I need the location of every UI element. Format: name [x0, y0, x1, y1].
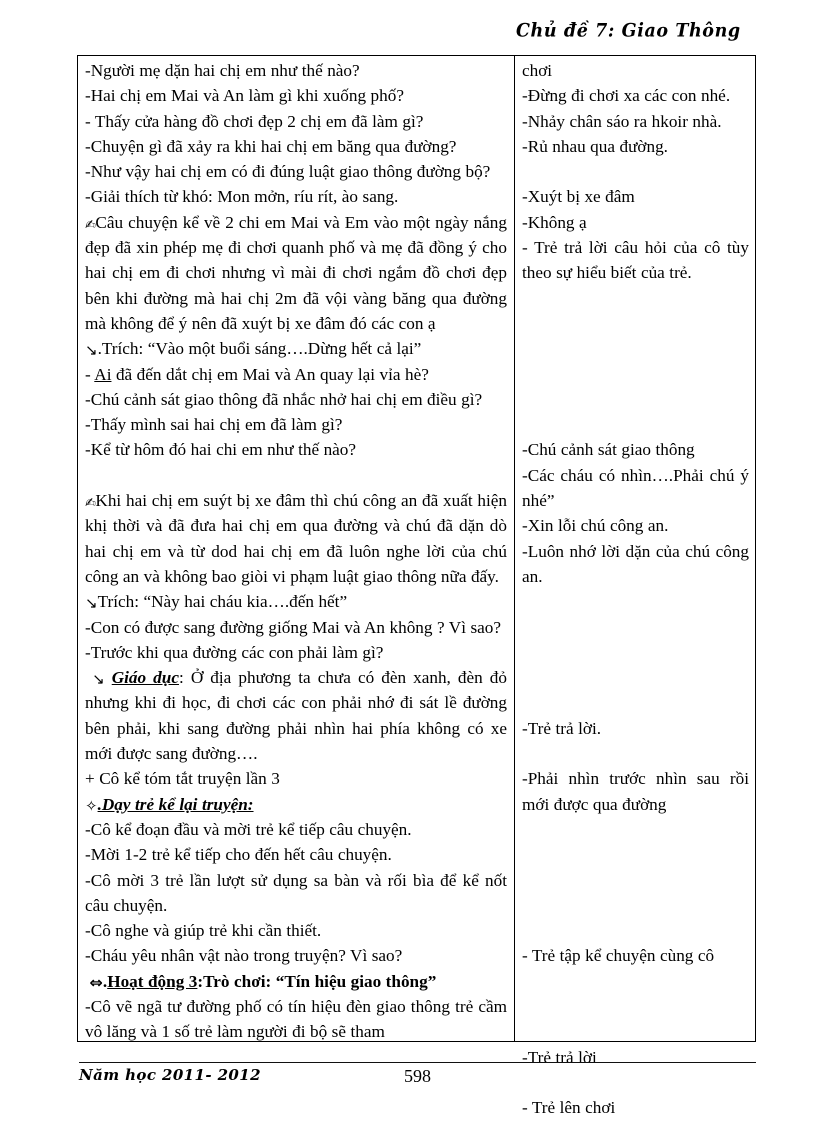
question-line: -Hai chị em Mai và An làm gì khi xuống phố? — [85, 86, 404, 106]
blank-line — [85, 463, 507, 488]
quote-line — [85, 589, 507, 614]
quote-text: .Trích: “Vào một buổi sáng….Dừng hết cả lại” — [97, 339, 422, 359]
activity-line: -Cô mời 3 trẻ lần lượt sử dụng sa bàn và rối bìa để kể nốt câu chuyện. — [85, 870, 507, 915]
blank-line — [522, 665, 749, 690]
page-header — [516, 22, 816, 52]
education-text: : Ở địa phương ta chưa có đèn xanh, đèn đỏ nhưng khi đi học, đi chơi các con phải nhớ đi sát lề đường bên phải, khi sang đường phải nhìn hai phía không có xe mới được sang đường…. — [85, 668, 507, 764]
blank-line — [522, 412, 749, 437]
blank-line — [522, 994, 749, 1019]
story-summary-text: Khi hai chị em suýt bị xe đâm thì chú công an đã xuất hiện khị thời và đã đưa hai chị em qua đường và chú đã dặn dò hai chị em và từ dod hai chị em đã luôn nghe lời của chú công an và không bao giòi vi phạm luật giao thông nữa đấy. — [85, 491, 507, 586]
pen-icon: ✍ — [85, 496, 96, 512]
response-line: -Không ạ — [522, 212, 587, 232]
activity-line: -Cô kể đoạn đầu và mời trẻ kể tiếp câu chuyện. — [85, 819, 412, 839]
blank-line — [522, 159, 749, 184]
question-keyword: Ai — [94, 364, 112, 384]
response-line: chơi — [522, 61, 553, 80]
story-summary-text: Câu chuyện kể về 2 chi em Mai và Em vào một ngày nắng đẹp đã xin phép mẹ đi chơi quanh phố và mẹ đã đồng ý cho hai chị em đi chơi nhưng vì mài đi chơi ngắm đồ chơi đẹp bên khi đường mà hai chị 2m đã vội vàng băng qua đường mà không để ý nên đã xuýt bị xe đâm đó các con ạ — [85, 212, 507, 333]
story-summary-paragraph — [85, 210, 507, 336]
blank-line — [522, 640, 749, 665]
star-four-icon: ✧ — [85, 796, 98, 815]
question-line: -Giải thích từ khó: Mon mởn, ríu rít, ào sang. — [85, 187, 399, 207]
question-line: -Chuyện gì đã xảy ra khi hai chị em băng qua đường? — [85, 136, 457, 156]
subheading-retell-label: .Dạy trẻ kể lại truyện: — [97, 794, 254, 814]
blank-line — [522, 918, 749, 943]
blank-line — [522, 741, 749, 766]
arrow-down-right-icon: ↘ — [85, 594, 98, 613]
response-line: - Trẻ trả lời câu hỏi của cô tùy theo sự hiểu biết của trẻ. — [522, 238, 749, 283]
question-line: -Trước khi qua đường các con phải làm gì? — [85, 642, 384, 662]
response-line: -Trẻ trả lời — [522, 1047, 597, 1067]
footer-divider — [79, 1062, 756, 1063]
blank-line — [522, 842, 749, 867]
blank-line — [522, 387, 749, 412]
question-rest: đã đến dắt chị em Mai và An quay lại vỉa hè? — [111, 364, 429, 384]
footer-school-year: Năm học 2011- 2012 — [79, 1066, 261, 1084]
quote-line — [85, 336, 507, 361]
subheading-retell — [85, 792, 507, 817]
response-line: -Luôn nhớ lời dặn của chú công an. — [522, 541, 749, 586]
question-line-underlined — [85, 362, 507, 387]
response-line: -Nhảy chân sáo ra hkoir nhà. — [522, 111, 722, 131]
activity-line: -Cô vẽ ngã tư đường phố có tín hiệu đèn giao thông trẻ cầm vô lăng và 1 số trẻ làm người đi bộ sẽ tham — [85, 996, 507, 1042]
footer-page-number: 598 — [404, 1066, 431, 1086]
blank-line — [522, 362, 749, 387]
header-title: Chủ đề 7: Giao Thông — [516, 20, 741, 42]
blank-line — [522, 336, 749, 361]
response-line: -Trẻ trả lời. — [522, 718, 602, 738]
left-right-arrow-icon: ⇔ — [89, 972, 103, 992]
blank-line — [522, 893, 749, 918]
question-line: - Thấy cửa hàng đồ chơi đẹp 2 chị em đã làm gì? — [85, 111, 424, 131]
blank-line — [522, 615, 749, 640]
activity-line: -Mời 1-2 trẻ kể tiếp cho đến hết câu chuyện. — [85, 845, 392, 865]
activity-3-label: Hoạt động 3 — [107, 971, 198, 991]
question-line: -Thấy mình sai hai chị em đã làm gì? — [85, 415, 343, 435]
response-line: -Chú cảnh sát giao thông — [522, 440, 695, 460]
quote-text: Trích: “Này hai cháu kia….đến hết” — [97, 592, 348, 612]
response-line: -Rủ nhau qua đường. — [522, 136, 668, 156]
question-line: -Người mẹ dặn hai chị em như thế nào? — [85, 61, 360, 80]
education-paragraph — [85, 665, 507, 766]
response-line: -Xuýt bị xe đâm — [522, 187, 635, 207]
activity-3-heading — [85, 969, 507, 994]
blank-line — [522, 589, 749, 614]
response-line: -Xin lỗi chú công an. — [522, 516, 669, 536]
activity-3-prefix: . — [102, 971, 108, 991]
blank-line — [522, 817, 749, 842]
page-footer — [79, 1066, 756, 1094]
question-line: -Kể từ hôm đó hai chi em như thế nào? — [85, 440, 357, 460]
arrow-down-right-icon: ↘ — [92, 670, 105, 689]
question-prefix: - — [85, 364, 95, 384]
retell-intro-line: + Cô kể tóm tắt truyện lần 3 — [85, 769, 280, 789]
response-line: -Các cháu có nhìn….Phải chú ý nhé” — [522, 465, 749, 511]
blank-line — [522, 311, 749, 336]
pen-icon: ✍ — [85, 217, 96, 233]
response-line: - Trẻ tập kể chuyện cùng cô — [522, 946, 715, 966]
response-line: -Phải nhìn trước nhìn sau rồi mới được qua đường — [522, 769, 749, 814]
story-summary-paragraph — [85, 488, 507, 589]
question-line: -Con có được sang đường giống Mai và An không ? Vì sao? — [85, 617, 502, 637]
blank-line — [522, 690, 749, 715]
response-line: - Trẻ lên chơi — [522, 1098, 616, 1118]
arrow-down-right-icon: ↘ — [85, 341, 98, 360]
table-column-activities — [78, 56, 515, 1041]
table-column-child-responses — [515, 56, 755, 1118]
activity-line: -Cháu yêu nhân vật nào trong truyện? Vì sao? — [85, 946, 403, 966]
response-line: -Đừng đi chơi xa các con nhé. — [522, 86, 731, 106]
blank-line — [522, 868, 749, 893]
question-line: -Như vậy hai chị em có đi đúng luật giao thông đường bộ? — [85, 162, 491, 182]
question-line: -Chú cảnh sát giao thông đã nhắc nhở hai chị em điều gì? — [85, 389, 483, 409]
blank-line — [522, 286, 749, 311]
activity-3-rest: :Trò chơi: “Tín hiệu giao thông” — [197, 971, 437, 991]
activity-line: -Cô nghe và giúp trẻ khi cần thiết. — [85, 921, 322, 941]
blank-line — [522, 1019, 749, 1044]
education-label: Giáo dục — [111, 668, 179, 688]
blank-line — [522, 969, 749, 994]
